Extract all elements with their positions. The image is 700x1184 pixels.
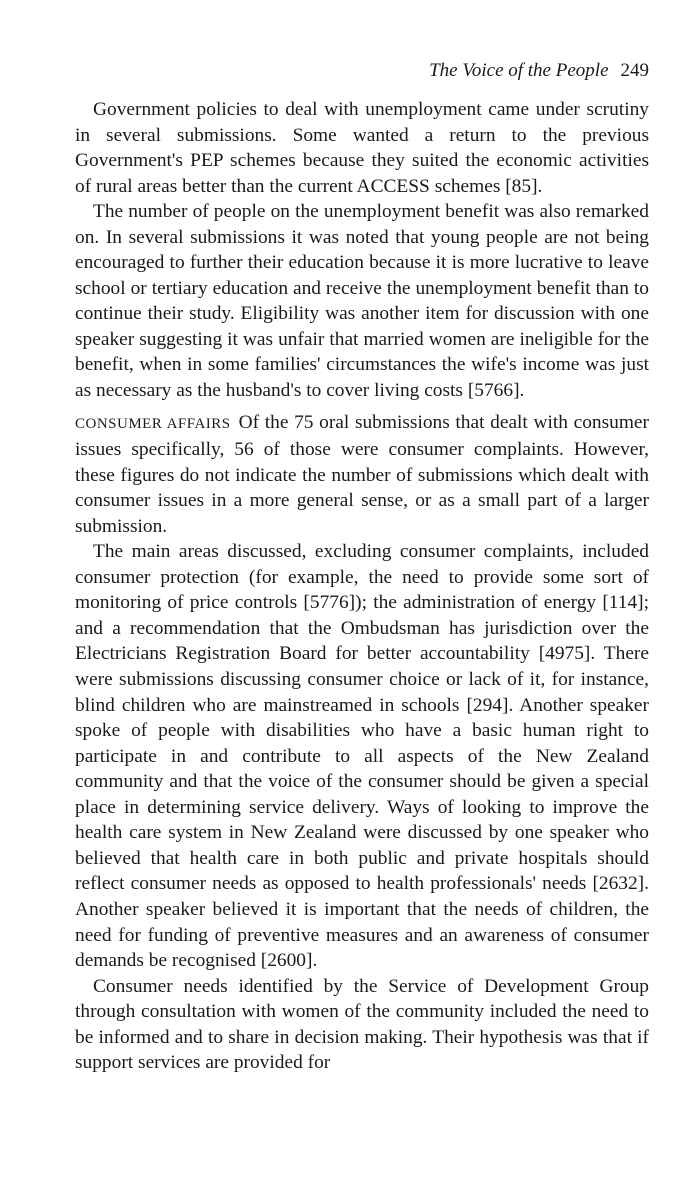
paragraph-consumer-affairs-text: Of the 75 oral submissions that dealt with consumer issues specifically, 56 of those were consumer complaints. However, these figures do not indicate the number of submissions which dealt with consumer issues in a more general sense, or as a small part of a larger submission. (75, 411, 649, 537)
section-heading: CONSUMER AFFAIRS (75, 415, 231, 432)
running-header (429, 59, 649, 83)
paragraph-main-areas: The main areas discussed, excluding consumer complaints, included consumer protection (for example, the need to provide some sort of monitoring of price controls [5776]); the administration of energy [114]; and a recommendation that the Ombudsman has jurisdiction over the Electricians Registration Board for better accountability [4975]. There were submissions discussing consumer choice or lack of it, for instance, blind children who are mainstreamed in schools [294]. Another speaker spoke of people with disabilities who have a basic human right to participate in and contribute to all aspects of the New Zealand community and that the voice of the consumer should be given a special place in determining service delivery. Ways of looking to improve the health care system in New Zealand were discussed by one speaker who believed that health care in both public and private hospitals should reflect consumer needs as opposed to health professionals' needs [2632]. Another speaker believed it is important that the needs of children, the need for funding of preventive measures and an awareness of consumer demands be recognised [2600]. (75, 541, 649, 972)
running-title: The Voice of the People (429, 60, 609, 81)
page-number: 249 (620, 60, 649, 81)
body-text (75, 97, 649, 1076)
paragraph-unemployment-policies: Government policies to deal with unemployment came under scrutiny in several submissions. Some wanted a return to the previous Government's PEP schemes because they suited the economic activities of rural areas better than the current ACCESS schemes [85]. (75, 99, 649, 197)
paragraph-unemployment-benefit: The number of people on the unemployment benefit was also remarked on. In several submissions it was noted that young people are not being encouraged to further their education because it is more lucrative to leave school or tertiary education and receive the unemployment benefit than to continue their study. Eligibility was another item for discussion with one speaker suggesting it was unfair that married women are ineligible for the benefit, when in some families' circumstances the wife's income was just as necessary as the husband's to cover living costs [5766]. (75, 201, 649, 402)
paragraph-consumer-needs: Consumer needs identified by the Service of Development Group through consultation with women of the community included the need to be informed and to share in decision making. Their hypothesis was that if support services are provided for (75, 975, 649, 1074)
paragraph-consumer-affairs (75, 410, 649, 540)
